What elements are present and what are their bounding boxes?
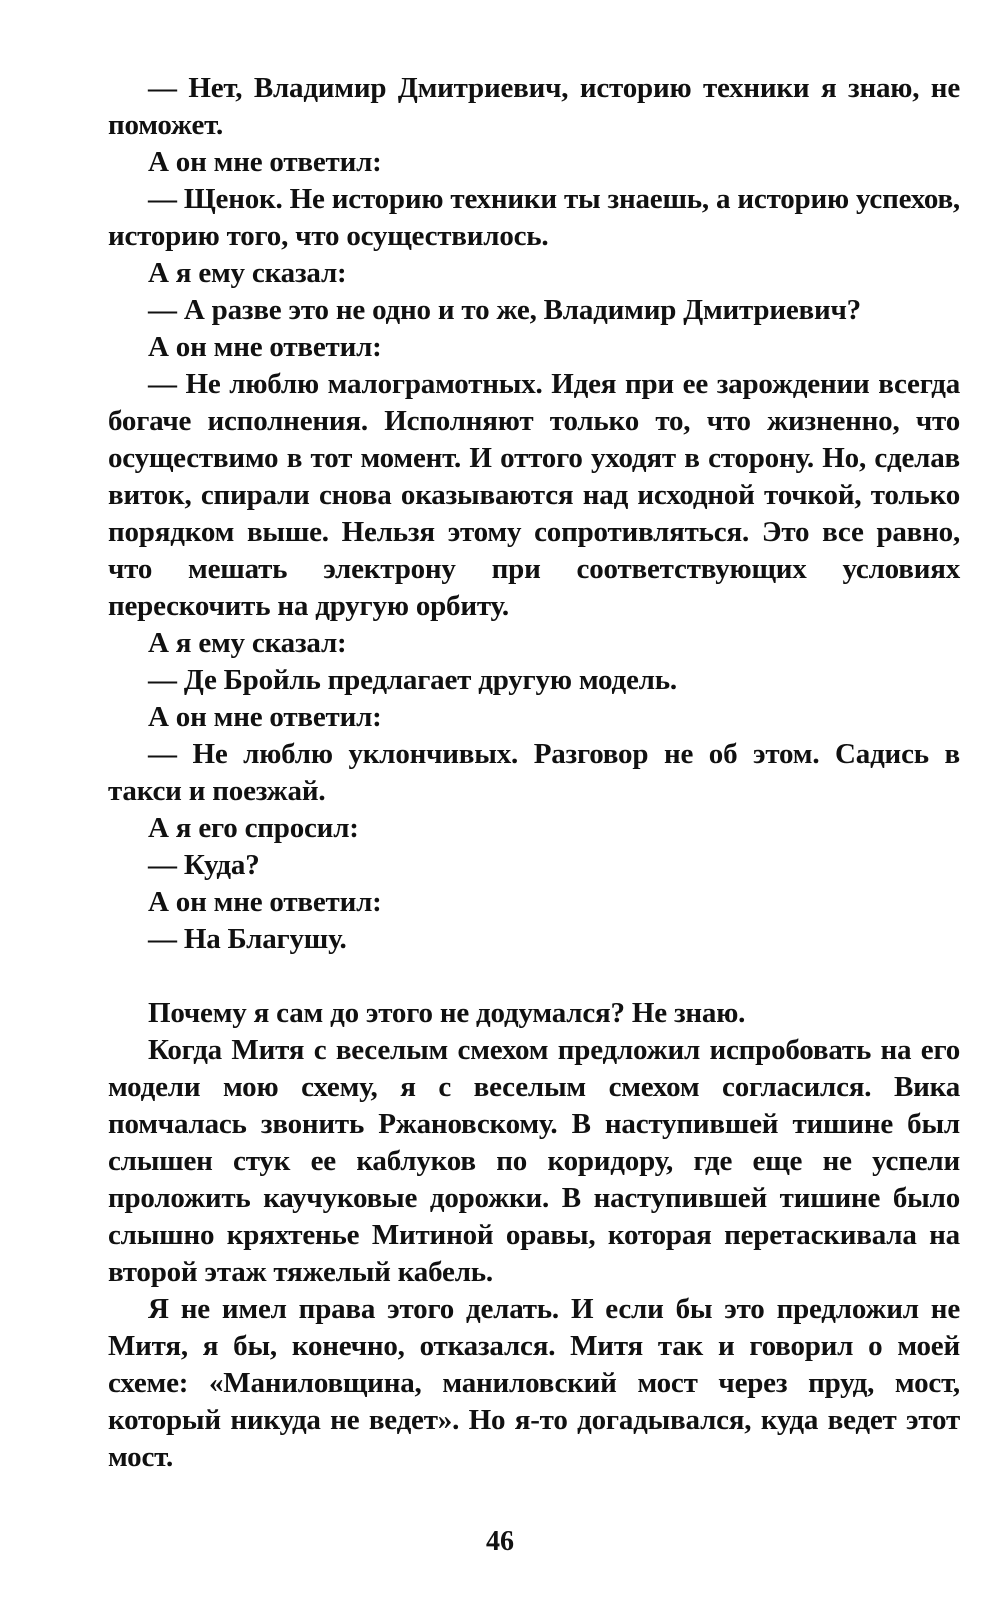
page-number: 46 bbox=[486, 1526, 514, 1557]
paragraph: А он мне ответил: bbox=[148, 886, 382, 918]
paragraph: А я его спросил: bbox=[148, 812, 359, 844]
paragraph: — Куда? bbox=[148, 849, 260, 881]
paragraph: Я не имел права этого делать. И если бы это предложил не Митя, я бы, конечно, отказался. Митя так и говорил о моей схеме: «Маниловщина, маниловский мост через пруд, мост, который никуда не ведет». Но я-то догадывался, куда ведет этот мост. bbox=[108, 1293, 960, 1473]
paragraph: — Щенок. Не историю техники ты знаешь, а историю успехов, историю того, что осуществилось. bbox=[108, 183, 960, 252]
paragraph: — Не люблю малограмотных. Идея при ее зарождении всегда богаче исполнения. Исполняют только то, что жизненно, что осуществимо в тот момент. И оттого уходят в сторону. Но, сделав виток, спирали снова оказываются над исходной точкой, только порядком выше. Нельзя этому сопротивляться. Это все равно, что мешать электрону при соответствующих условиях перескочить на другую орбиту. bbox=[108, 368, 960, 622]
paragraph: Когда Митя с веселым смехом предложил испробовать на его модели мою схему, я с веселым смехом согласился. Вика помчалась звонить Ржановскому. В наступившей тишине был слышен стук ее каблуков по коридору, где еще не успели проложить каучуковые дорожки. В наступившей тишине было слышно кряхтенье Митиной оравы, которая перетаскивала на второй этаж тяжелый кабель. bbox=[108, 1034, 960, 1288]
paragraph: А он мне ответил: bbox=[148, 331, 382, 363]
paragraph: А он мне ответил: bbox=[148, 701, 382, 733]
paragraph: — Нет, Владимир Дмитриевич, историю техники я знаю, не поможет. bbox=[108, 72, 960, 141]
paragraph: — На Благушу. bbox=[148, 923, 347, 955]
paragraph: — Не люблю уклончивых. Разговор не об этом. Садись в такси и поезжай. bbox=[108, 738, 960, 807]
paragraph: — А разве это не одно и то же, Владимир Дмитриевич? bbox=[148, 294, 861, 326]
paragraph: Почему я сам до этого не додумался? Не знаю. bbox=[148, 997, 746, 1029]
paragraph: А я ему сказал: bbox=[148, 627, 347, 659]
paragraph: — Де Бройль предлагает другую модель. bbox=[148, 664, 677, 696]
paragraph: А я ему сказал: bbox=[148, 257, 347, 289]
section-break bbox=[108, 958, 960, 995]
paragraph: А он мне ответил: bbox=[148, 146, 382, 178]
page-text bbox=[108, 70, 960, 1476]
